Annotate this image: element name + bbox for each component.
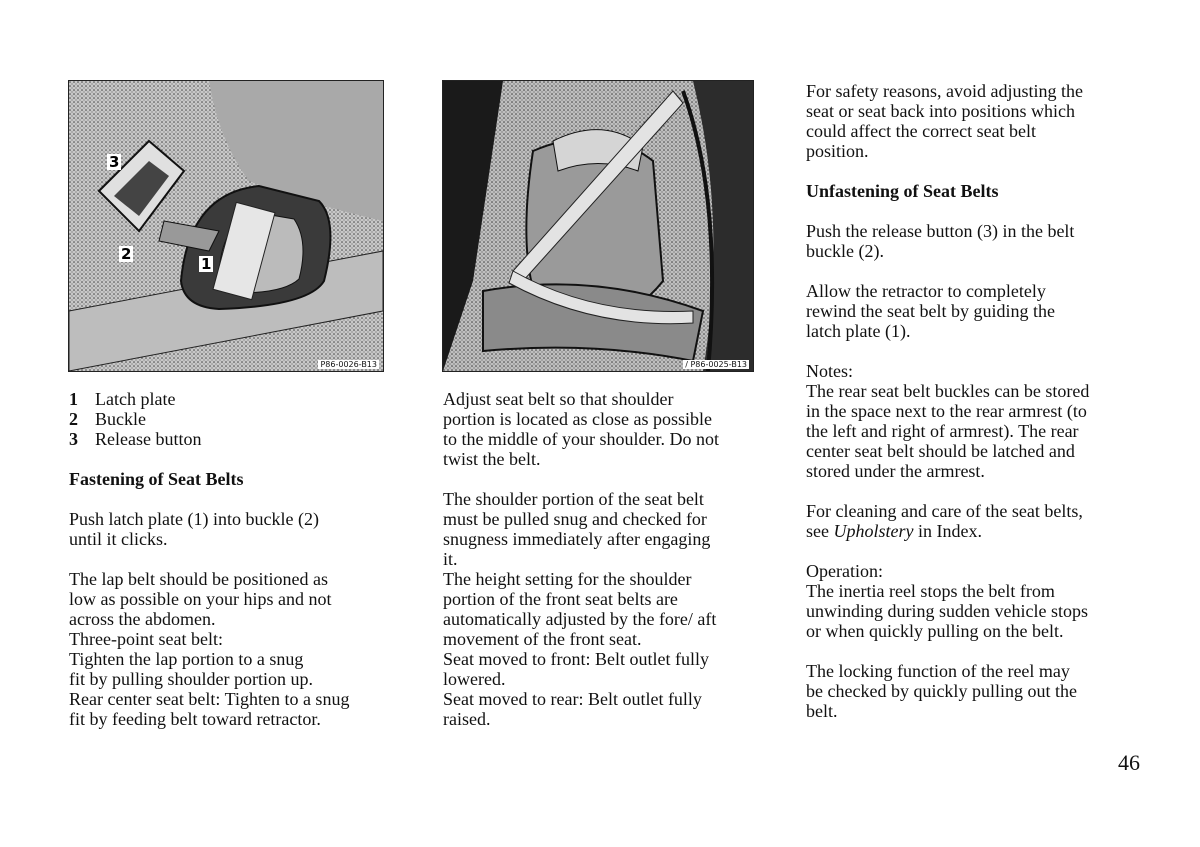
snug-line: portion of the front seat belts are xyxy=(443,589,678,609)
cleaning-rest: in Index. xyxy=(913,521,982,541)
cleaning-see: see xyxy=(806,521,834,541)
lap-belt-line: Tighten the lap portion to a snug xyxy=(69,649,304,669)
callout-3: 3 xyxy=(109,153,120,171)
seat-belt-illustration xyxy=(442,80,754,372)
lap-belt-line: The lap belt should be positioned as xyxy=(69,569,328,589)
notes-line: stored under the armrest. xyxy=(806,461,985,481)
release-line: buckle (2). xyxy=(806,241,884,261)
retractor-line: Allow the retractor to completely xyxy=(806,281,1046,301)
legend-label: Buckle xyxy=(95,409,146,429)
latch-plate-drawing xyxy=(69,81,383,371)
legend-number: 1 xyxy=(69,389,78,409)
snug-line: snugness immediately after engaging xyxy=(443,529,711,549)
safety-line: could affect the correct seat belt xyxy=(806,121,1037,141)
legend-number: 3 xyxy=(69,429,78,449)
retractor-line: rewind the seat belt by guiding the xyxy=(806,301,1055,321)
operation-line: Operation: xyxy=(806,561,883,581)
lap-belt-line: fit by feeding belt toward retractor. xyxy=(69,709,321,729)
callout-2: 2 xyxy=(121,245,132,263)
snug-line: Seat moved to front: Belt outlet fully xyxy=(443,649,709,669)
seat-drawing xyxy=(443,81,753,371)
cleaning-line: For cleaning and care of the seat belts, xyxy=(806,501,1083,521)
notes-line: The rear seat belt buckles can be stored xyxy=(806,381,1090,401)
snug-line: The shoulder portion of the seat belt xyxy=(443,489,704,509)
locking-line: be checked by quickly pulling out the xyxy=(806,681,1077,701)
push-latch-line: Push latch plate (1) into buckle (2) xyxy=(69,509,319,529)
snug-line: it. xyxy=(443,549,458,569)
column-3 xyxy=(806,81,1146,721)
locking-line: The locking function of the reel may xyxy=(806,661,1070,681)
fastening-heading: Fastening of Seat Belts xyxy=(69,469,244,489)
figure-code: P86-0026-B13 xyxy=(320,360,377,369)
page-number: 46 xyxy=(1118,750,1140,775)
locking-line: belt. xyxy=(806,701,838,721)
snug-line: movement of the front seat. xyxy=(443,629,642,649)
release-line: Push the release button (3) in the belt xyxy=(806,221,1075,241)
notes-line: center seat belt should be latched and xyxy=(806,441,1075,461)
unfastening-heading: Unfastening of Seat Belts xyxy=(806,181,999,201)
adjust-line: Adjust seat belt so that shoulder xyxy=(443,389,674,409)
figure-code: / P86-0025-B13 xyxy=(685,360,747,369)
legend-item xyxy=(69,429,409,449)
column-1 xyxy=(69,389,409,729)
adjust-line: to the middle of your shoulder. Do not xyxy=(443,429,719,449)
safety-line: seat or seat back into positions which xyxy=(806,101,1075,121)
legend-item xyxy=(69,409,409,429)
snug-line: automatically adjusted by the fore/ aft xyxy=(443,609,717,629)
push-latch-line: until it clicks. xyxy=(69,529,168,549)
lap-belt-line: across the abdomen. xyxy=(69,609,216,629)
lap-belt-line: Rear center seat belt: Tighten to a snug xyxy=(69,689,350,709)
operation-line: or when quickly pulling on the belt. xyxy=(806,621,1064,641)
upholstery-link[interactable]: Upholstery xyxy=(833,521,914,541)
lap-belt-line: fit by pulling shoulder portion up. xyxy=(69,669,313,689)
legend-label: Release button xyxy=(95,429,202,449)
snug-line: must be pulled snug and checked for xyxy=(443,509,707,529)
snug-line: raised. xyxy=(443,709,491,729)
legend-number: 2 xyxy=(69,409,78,429)
safety-line: For safety reasons, avoid adjusting the xyxy=(806,81,1083,101)
operation-line: The inertia reel stops the belt from xyxy=(806,581,1055,601)
adjust-line: twist the belt. xyxy=(443,449,541,469)
adjust-line: portion is located as close as possible xyxy=(443,409,712,429)
legend-label: Latch plate xyxy=(95,389,176,409)
notes-line: Notes: xyxy=(806,361,853,381)
operation-line: unwinding during sudden vehicle stops xyxy=(806,601,1088,621)
legend-list xyxy=(69,389,409,449)
column-2 xyxy=(443,389,783,729)
safety-line: position. xyxy=(806,141,869,161)
snug-line: The height setting for the shoulder xyxy=(443,569,692,589)
notes-line: in the space next to the rear armrest (to xyxy=(806,401,1087,421)
retractor-line: latch plate (1). xyxy=(806,321,911,341)
latch-plate-illustration xyxy=(68,80,384,372)
legend-item xyxy=(69,389,409,409)
callout-1: 1 xyxy=(201,255,212,273)
lap-belt-line: low as possible on your hips and not xyxy=(69,589,332,609)
notes-line: the left and right of armrest). The rear xyxy=(806,421,1079,441)
snug-line: Seat moved to rear: Belt outlet fully xyxy=(443,689,702,709)
lap-belt-line: Three-point seat belt: xyxy=(69,629,223,649)
snug-line: lowered. xyxy=(443,669,506,689)
cleaning-line xyxy=(806,521,1146,541)
